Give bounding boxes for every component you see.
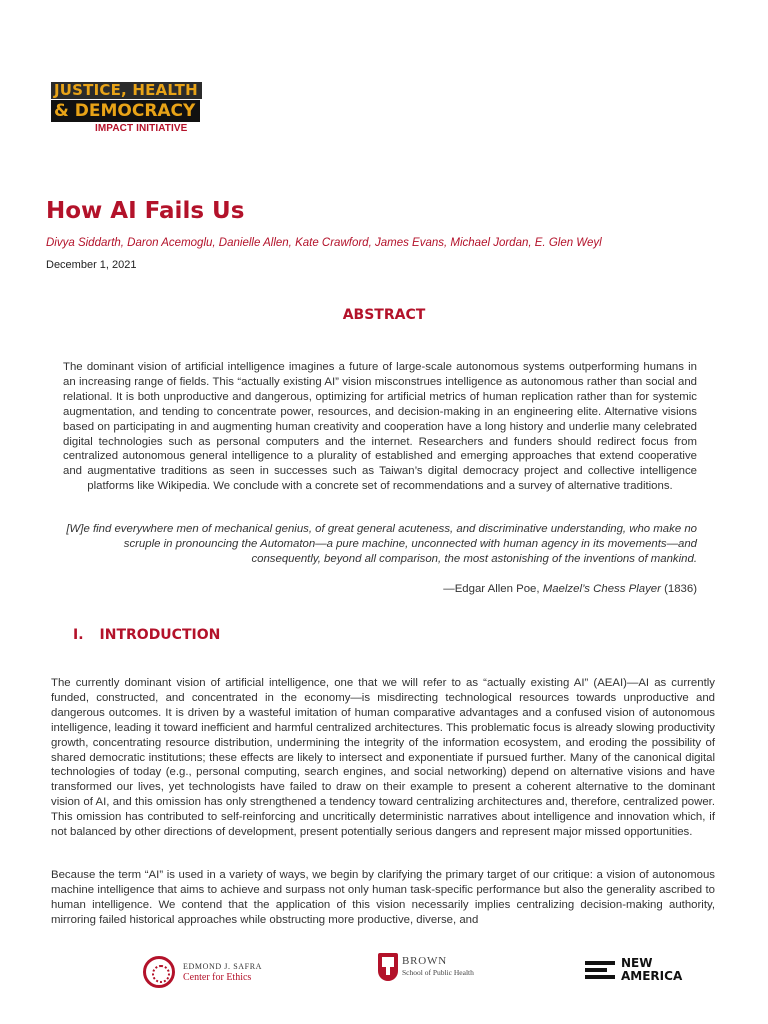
epigraph-attribution xyxy=(63,583,697,595)
new-america-line-1: NEW xyxy=(621,956,653,970)
brown-name: BROWN xyxy=(402,955,447,967)
publication-date: December 1, 2021 xyxy=(46,259,137,271)
safra-seal-icon xyxy=(143,956,175,988)
section-number: I. xyxy=(73,627,84,643)
safra-name: EDMOND J. SAFRA xyxy=(183,962,263,971)
new-america-bars-icon xyxy=(585,958,615,982)
section-heading-introduction xyxy=(73,627,220,643)
abstract-heading: ABSTRACT xyxy=(342,307,426,323)
author-list: Divya Siddarth, Daron Acemoglu, Danielle Allen, Kate Crawford, James Evans, Michael Jordan, E. Glen Weyl xyxy=(46,237,602,249)
brown-shield-icon xyxy=(378,953,398,981)
attribution-work: Maelzel’s Chess Player xyxy=(542,583,661,595)
paper-title: How AI Fails Us xyxy=(46,198,245,224)
safra-subtitle: Center for Ethics xyxy=(183,972,252,983)
justice-health-democracy-logo xyxy=(51,82,216,136)
attribution-year: (1836) xyxy=(660,583,697,595)
intro-paragraph-2: Because the term “AI” is used in a variety of ways, we begin by clarifying the primary target of our critique: a vision of autonomous machine intelligence that aims to achieve and surpass not only human task-specific performance but also the generality ascribed to human intelligence. We contend that the application of this vision necessarily implies centralizing decision-making authority, mirroring failed historical approaches while obstructing more productive, diverse, and xyxy=(51,869,715,926)
new-america-logo xyxy=(585,957,682,983)
logo-line-2: & DEMOCRACY xyxy=(51,100,200,122)
logo-line-1: JUSTICE, HEALTH xyxy=(51,82,202,99)
brown-subtitle: School of Public Health xyxy=(402,968,474,977)
attribution-author: —Edgar Allen Poe, xyxy=(443,583,543,595)
abstract-body: The dominant vision of artificial intelligence imagines a future of large-scale autonomous systems outperforming humans in an increasing range of fields. This “actually existing AI” vision misconstrues intelligence as autonomous rather than social and relational. It is both unproductive and dangerous, optimizing for artificial metrics of human replication rather than for systemic augmentation, and tending to concentrate power, resources, and decision-making in an engineering elite. Alternative visions based on participating in and augmenting human creativity and cooperation have a long history and underlie many celebrated digital technologies such as personal computers and the internet. Researchers and funders should redirect focus from centralized autonomous general intelligence to a plurality of established and emerging approaches that extend cooperative and augmentative traditions as seen in successes such as Taiwan’s digital democracy project and collective intelligence platforms like Wikipedia. We conclude with a concrete set of recommendations and a survey of alternative traditions. xyxy=(63,361,697,493)
intro-paragraph-1: The currently dominant vision of artificial intelligence, one that we will refer to as “actually existing AI” (AEAI)—AI as currently funded, constructed, and concentrated in the economy—is misdirecting technological resources towards unproductive and dangerous outcomes. It is driven by a wasteful imitation of human comparative advantages and a confused vision of autonomous intelligence, leading it toward inefficient and harmful centralized architectures. This problematic focus is already slowing productivity growth, concentrating resource distribution, undermining the integrity of the information ecosystem, and eroding the possibility of shared democratic institutions; these effects are likely to intersect and exponentiate if pursued further. Many of the canonical digital technologies of today (e.g., personal computing, search engines, and social networking) depend on alternative visions and have transformed our lives, yet technologists have failed to draw on their example to present a coherent alternative to the dominant vision of AI, and this omission has only strengthened a tendency toward centralizing architectures and, therefore, centralized power. This omission has contributed to self-reinforcing and uncritically deterministic narratives about intelligence and innovation which, if not balanced by other directions of development, present potentially serious dangers and represent major missed opportunities. xyxy=(51,677,715,839)
logo-line-3: IMPACT INITIATIVE xyxy=(95,123,188,134)
safra-center-logo xyxy=(143,956,262,988)
section-title: INTRODUCTION xyxy=(99,627,221,643)
brown-public-health-logo xyxy=(378,953,474,981)
epigraph-quote: [W]e find everywhere men of mechanical genius, of great general acuteness, and discriminative understanding, who make no scruple in pronouncing the Automaton—a pure machine, unconnected with human agency in its movements—and consequently, beyond all comparison, the most astonishing of the inventions of mankind. xyxy=(66,523,697,565)
new-america-line-2: AMERICA xyxy=(621,969,683,983)
